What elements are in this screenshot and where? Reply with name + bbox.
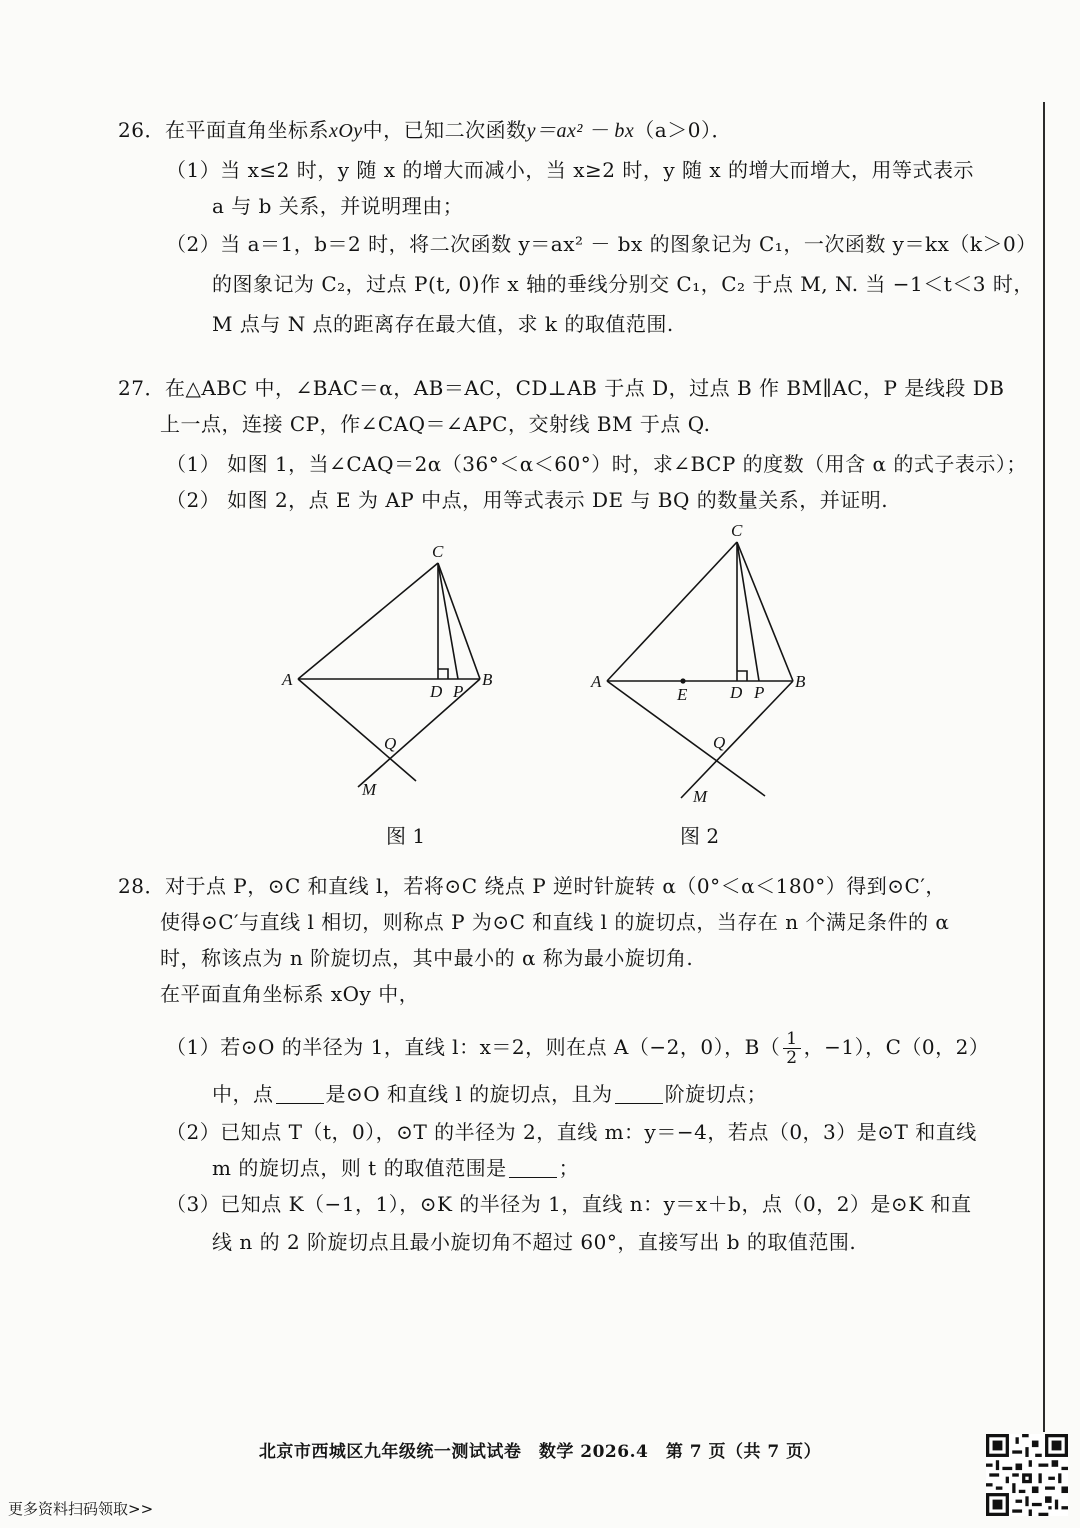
fig1-label-a: A: [282, 670, 293, 689]
q26-stem-prefix: 26．在平面直角坐标系: [118, 118, 329, 142]
q28-part1-line1: [166, 1030, 989, 1067]
fig1-label-m: M: [362, 780, 377, 799]
fig2-label-d: D: [730, 683, 743, 702]
q26-part2-line2: 的图象记为 C₂，过点 P(t, 0)作 x 轴的垂线分别交 C₁，C₂ 于点 M, N. 当 −1＜t＜3 时，: [212, 272, 1034, 296]
fig2-side-cb: [737, 542, 793, 681]
q26-part2-line1: （2）当 a＝1，b＝2 时，将二次函数 y＝ax² － bx 的图象记为 C₁，一次函数 y＝kx（k＞0）: [166, 232, 1037, 256]
fraction-denominator: 2: [786, 1048, 798, 1068]
fig2-caption: 图 2: [680, 824, 720, 848]
figure-2: [575, 520, 835, 810]
q28-part2-line2: [212, 1154, 579, 1182]
q28-stem-line1: 28．对于点 P，⊙C 和直线 l，若将⊙C 绕点 P 逆时针旋转 α（0°＜α＜180°）得到⊙C′，: [118, 874, 946, 898]
fig2-point-e: [680, 678, 685, 683]
q27-part1: （1） 如图 1，当∠CAQ＝2α（36°＜α＜60°）时，求∠BCP 的度数（用含 α 的式子表示）；: [166, 452, 1027, 476]
fig1-label-p: P: [453, 682, 464, 701]
fig1-label-q: Q: [384, 734, 397, 753]
q28-part1-fraction: [783, 1030, 800, 1067]
q27-part2: （2） 如图 2，点 E 为 AP 中点，用等式表示 DE 与 BQ 的数量关系，并证明.: [166, 488, 889, 512]
fig1-side-cb: [438, 563, 480, 679]
fig1-side-ac: [298, 563, 438, 679]
q27-stem-line1: 27．在△ABC 中，∠BAC＝α，AB＝AC，CD⊥AB 于点 D，过点 B 作 BM∥AC，P 是线段 DB: [118, 376, 1005, 400]
fig2-side-ac: [607, 542, 737, 681]
fig2-label-p: P: [754, 683, 765, 702]
q26-stem-mid: 中，已知二次函数: [362, 118, 527, 142]
q28-part2-line2-a: m 的旋切点，则 t 的取值范围是: [212, 1156, 507, 1180]
q26-part2-line3: M 点与 N 点的距离存在最大值，求 k 的取值范围.: [212, 312, 674, 336]
q27-stem-line2: 上一点，连接 CP，作∠CAQ＝∠APC，交射线 BM 于点 Q.: [160, 412, 711, 436]
answer-blank-t-range[interactable]: [509, 1157, 557, 1178]
fig2-label-e: E: [677, 685, 688, 704]
fig1-label-d: D: [430, 682, 443, 701]
answer-blank-order[interactable]: [615, 1083, 663, 1104]
q26-stem-cond: （a＞0）．: [634, 118, 732, 142]
fig2-right-angle: [737, 671, 747, 681]
q28-part2-line2-b: ；: [558, 1156, 580, 1180]
fig2-label-a: A: [591, 672, 602, 691]
fig2-label-c: C: [731, 521, 743, 540]
fig2-label-q: Q: [713, 733, 726, 752]
q26-part1-line2: a 与 b 关系，并说明理由；: [212, 194, 464, 218]
q28-part1-line2: [212, 1080, 767, 1108]
q28-part1-text-b: ，−1），C（0，2）: [803, 1035, 990, 1059]
q28-part3-line1: （3）已知点 K（−1，1），⊙K 的半径为 1，直线 n：y＝x＋b，点（0，2）是⊙K 和直: [166, 1192, 972, 1216]
q28-part1-line2-a: 中，点: [212, 1082, 274, 1106]
q26-stem-var: xOy: [328, 120, 363, 142]
q28-stem-line4: 在平面直角坐标系 xOy 中，: [160, 982, 420, 1006]
q28-stem-line2: 使得⊙C′与直线 l 相切，则称点 P 为⊙C 和直线 l 的旋切点，当存在 n 个满足条件的 α: [160, 910, 950, 934]
promo-text: 更多资料扫码领取>>: [8, 1500, 154, 1518]
fig1-right-angle: [438, 669, 448, 679]
fig1-segment-cp: [438, 563, 458, 679]
fig2-label-m: M: [693, 787, 708, 806]
fig1-label-c: C: [432, 542, 444, 561]
q26-part1-line1: （1）当 x≤2 时，y 随 x 的增大而减小，当 x≥2 时，y 随 x 的增大而增大，用等式表示: [166, 158, 974, 182]
q28-part3-line2: 线 n 的 2 阶旋切点且最小旋切角不超过 60°，直接写出 b 的取值范围.: [212, 1230, 857, 1254]
q28-part1-line2-c: 阶旋切点；: [664, 1082, 768, 1106]
q26-stem: [118, 116, 732, 145]
q28-stem-line3: 时，称该点为 n 阶旋切点，其中最小的 α 称为最小旋切角.: [160, 946, 694, 970]
figure-1: [270, 535, 530, 810]
q28-part1-text-a: （1）若⊙O 的半径为 1，直线 l：x＝2，则在点 A（−2，0），B（: [166, 1035, 781, 1059]
fig1-caption: 图 1: [386, 824, 426, 848]
q26-stem-func: y＝ax² － bx: [526, 120, 635, 142]
answer-blank-point[interactable]: [276, 1083, 324, 1104]
q28-part2-line1: （2）已知点 T（t，0），⊙T 的半径为 2，直线 m：y＝−4，若点（0，3）是⊙T 和直线: [166, 1120, 977, 1144]
fraction-numerator: 1: [783, 1030, 800, 1049]
right-margin-rule: [1043, 102, 1045, 1432]
qr-code-icon[interactable]: [986, 1434, 1068, 1516]
page-footer: 北京市西城区九年级统一测试试卷 数学 2026.4 第 7 页（共 7 页）: [258, 1442, 822, 1462]
q28-part1-line2-b: 是⊙O 和直线 l 的旋切点，且为: [325, 1082, 613, 1106]
fig2-segment-cp: [737, 542, 759, 681]
fig1-label-b: B: [482, 670, 493, 689]
fig2-label-b: B: [795, 672, 806, 691]
fig1-ray-aq: [298, 679, 416, 781]
